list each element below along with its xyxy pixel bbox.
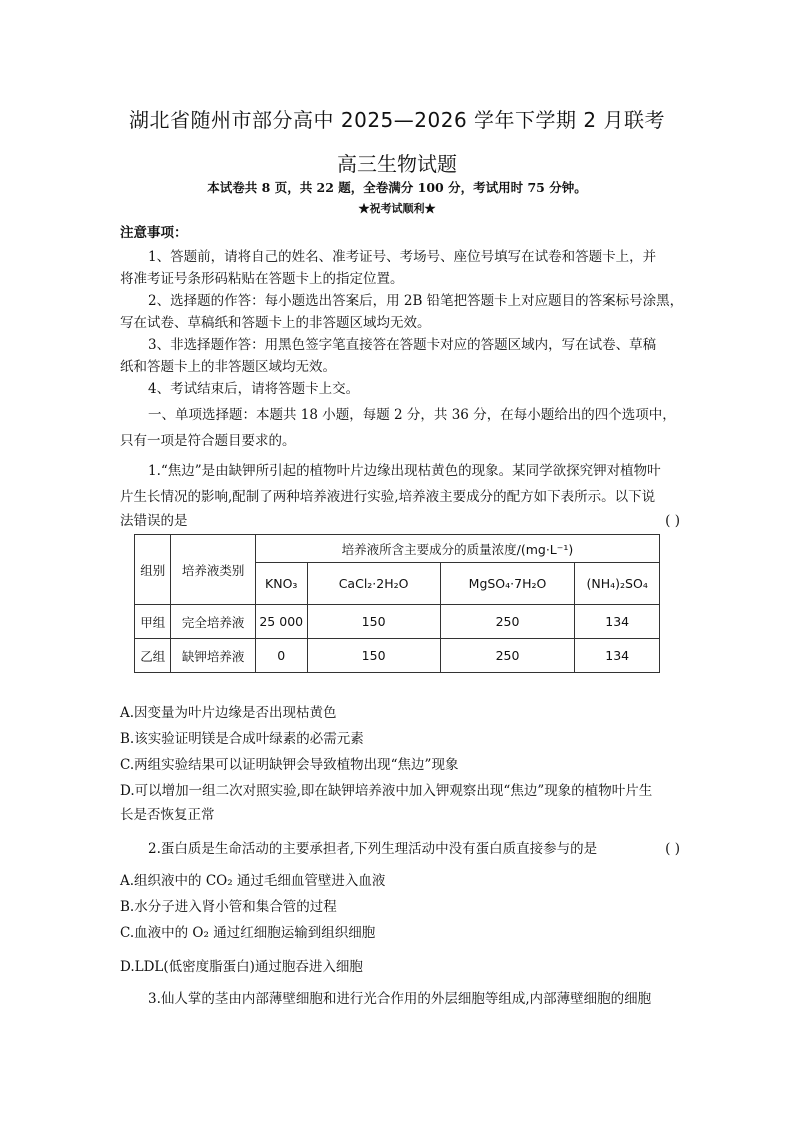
exam-title: 湖北省随州市部分高中 2025—2026 学年下学期 2 月联考 bbox=[129, 108, 665, 132]
exam-subtitle: 高三生物试题 bbox=[337, 152, 457, 176]
option-a: A.因变量为叶片边缘是否出现枯黄色 bbox=[120, 705, 337, 721]
question-1-stem: 1.“焦边”是由缺钾所引起的植物叶片边缘出现枯黄色的现象。某同学欲探究钾对植物叶 bbox=[148, 463, 661, 479]
table-header-component: MgSO₄·7H₂O bbox=[440, 563, 575, 605]
option-b: B.水分子进入肾小管和集合管的过程 bbox=[120, 899, 337, 915]
question-1-stem: 片生长情况的影响,配制了两种培养液进行实验,培养液主要成分的配方如下表所示。以下说 bbox=[120, 489, 656, 505]
answer-paren: ( ) bbox=[665, 841, 680, 857]
note-line: 写在试卷、草稿纸和答题卡上的非答题区域均无效。 bbox=[120, 315, 431, 331]
table-cell-value: 25 000 bbox=[255, 605, 307, 639]
question-1-stem bbox=[120, 510, 680, 532]
nutrient-table bbox=[134, 534, 660, 673]
table-header-component: KNO₃ bbox=[255, 563, 307, 605]
table-cell-group: 乙组 bbox=[135, 639, 171, 673]
notes-heading: 注意事项： bbox=[120, 225, 188, 241]
good-luck-line: ★祝考试顺利★ bbox=[358, 202, 436, 215]
table-cell-value: 150 bbox=[307, 639, 440, 673]
question-2-stem bbox=[148, 838, 680, 860]
note-line: 将准考证号条形码粘贴在答题卡上的指定位置。 bbox=[120, 271, 404, 287]
note-line: 纸和答题卡上的非答题区域均无效。 bbox=[120, 359, 336, 375]
question-2-text: 2.蛋白质是生命活动的主要承担者,下列生理活动中没有蛋白质直接参与的是 bbox=[148, 841, 598, 857]
table-cell-value: 134 bbox=[575, 639, 660, 673]
table-cell-value: 250 bbox=[440, 639, 575, 673]
table-cell-type: 完全培养液 bbox=[171, 605, 256, 639]
table-cell-value: 0 bbox=[255, 639, 307, 673]
table-header-concentration: 培养液所含主要成分的质量浓度/(mg·L⁻¹) bbox=[255, 535, 659, 563]
note-line: 2、选择题的作答：每小题选出答案后，用 2B 铅笔把答题卡上对应题目的答案标号涂黑， bbox=[148, 293, 684, 309]
table-cell-group: 甲组 bbox=[135, 605, 171, 639]
question-1-stem-end: 法错误的是 bbox=[120, 513, 188, 529]
note-line: 1、答题前，请将自己的姓名、准考证号、考场号、座位号填写在试卷和答题卡上，并 bbox=[148, 249, 657, 265]
option-c: C.血液中的 O₂ 通过红细胞运输到组织细胞 bbox=[120, 925, 376, 941]
table-cell-value: 250 bbox=[440, 605, 575, 639]
section-heading: 一、单项选择题：本题共 18 小题，每题 2 分，共 36 分，在每小题给出的四个选项中， bbox=[148, 407, 676, 423]
option-d: D.LDL(低密度脂蛋白)通过胞吞进入细胞 bbox=[120, 959, 363, 975]
table-header-component: CaCl₂·2H₂O bbox=[307, 563, 440, 605]
table-header-type: 培养液类别 bbox=[171, 535, 256, 605]
question-3-stem: 3.仙人掌的茎由内部薄壁细胞和进行光合作用的外层细胞等组成,内部薄壁细胞的细胞 bbox=[148, 991, 652, 1007]
option-d: D.可以增加一组二次对照实验,即在缺钾培养液中加入钾观察出现“焦边”现象的植物叶片生 bbox=[120, 783, 653, 799]
note-line: 4、考试结束后，请将答题卡上交。 bbox=[148, 381, 360, 397]
option-a: A.组织液中的 CO₂ 通过毛细血管壁进入血液 bbox=[120, 873, 386, 889]
table-row bbox=[135, 605, 660, 639]
option-c: C.两组实验结果可以证明缺钾会导致植物出现“焦边”现象 bbox=[120, 757, 459, 773]
answer-paren: ( ) bbox=[665, 513, 680, 529]
option-b: B.该实验证明镁是合成叶绿素的必需元素 bbox=[120, 731, 364, 747]
section-heading-cont: 只有一项是符合题目要求的。 bbox=[120, 433, 296, 449]
exam-info: 本试卷共 8 页，共 22 题，全卷满分 100 分，考试用时 75 分钟。 bbox=[207, 180, 587, 195]
table-header-group: 组别 bbox=[135, 535, 171, 605]
table-cell-type: 缺钾培养液 bbox=[171, 639, 256, 673]
table-cell-value: 134 bbox=[575, 605, 660, 639]
option-d-cont: 长是否恢复正常 bbox=[120, 807, 215, 823]
note-line: 3、非选择题作答：用黑色签字笔直接答在答题卡对应的答题区域内，写在试卷、草稿 bbox=[148, 337, 657, 353]
table-row bbox=[135, 639, 660, 673]
table-cell-value: 150 bbox=[307, 605, 440, 639]
table-header-component: (NH₄)₂SO₄ bbox=[575, 563, 660, 605]
